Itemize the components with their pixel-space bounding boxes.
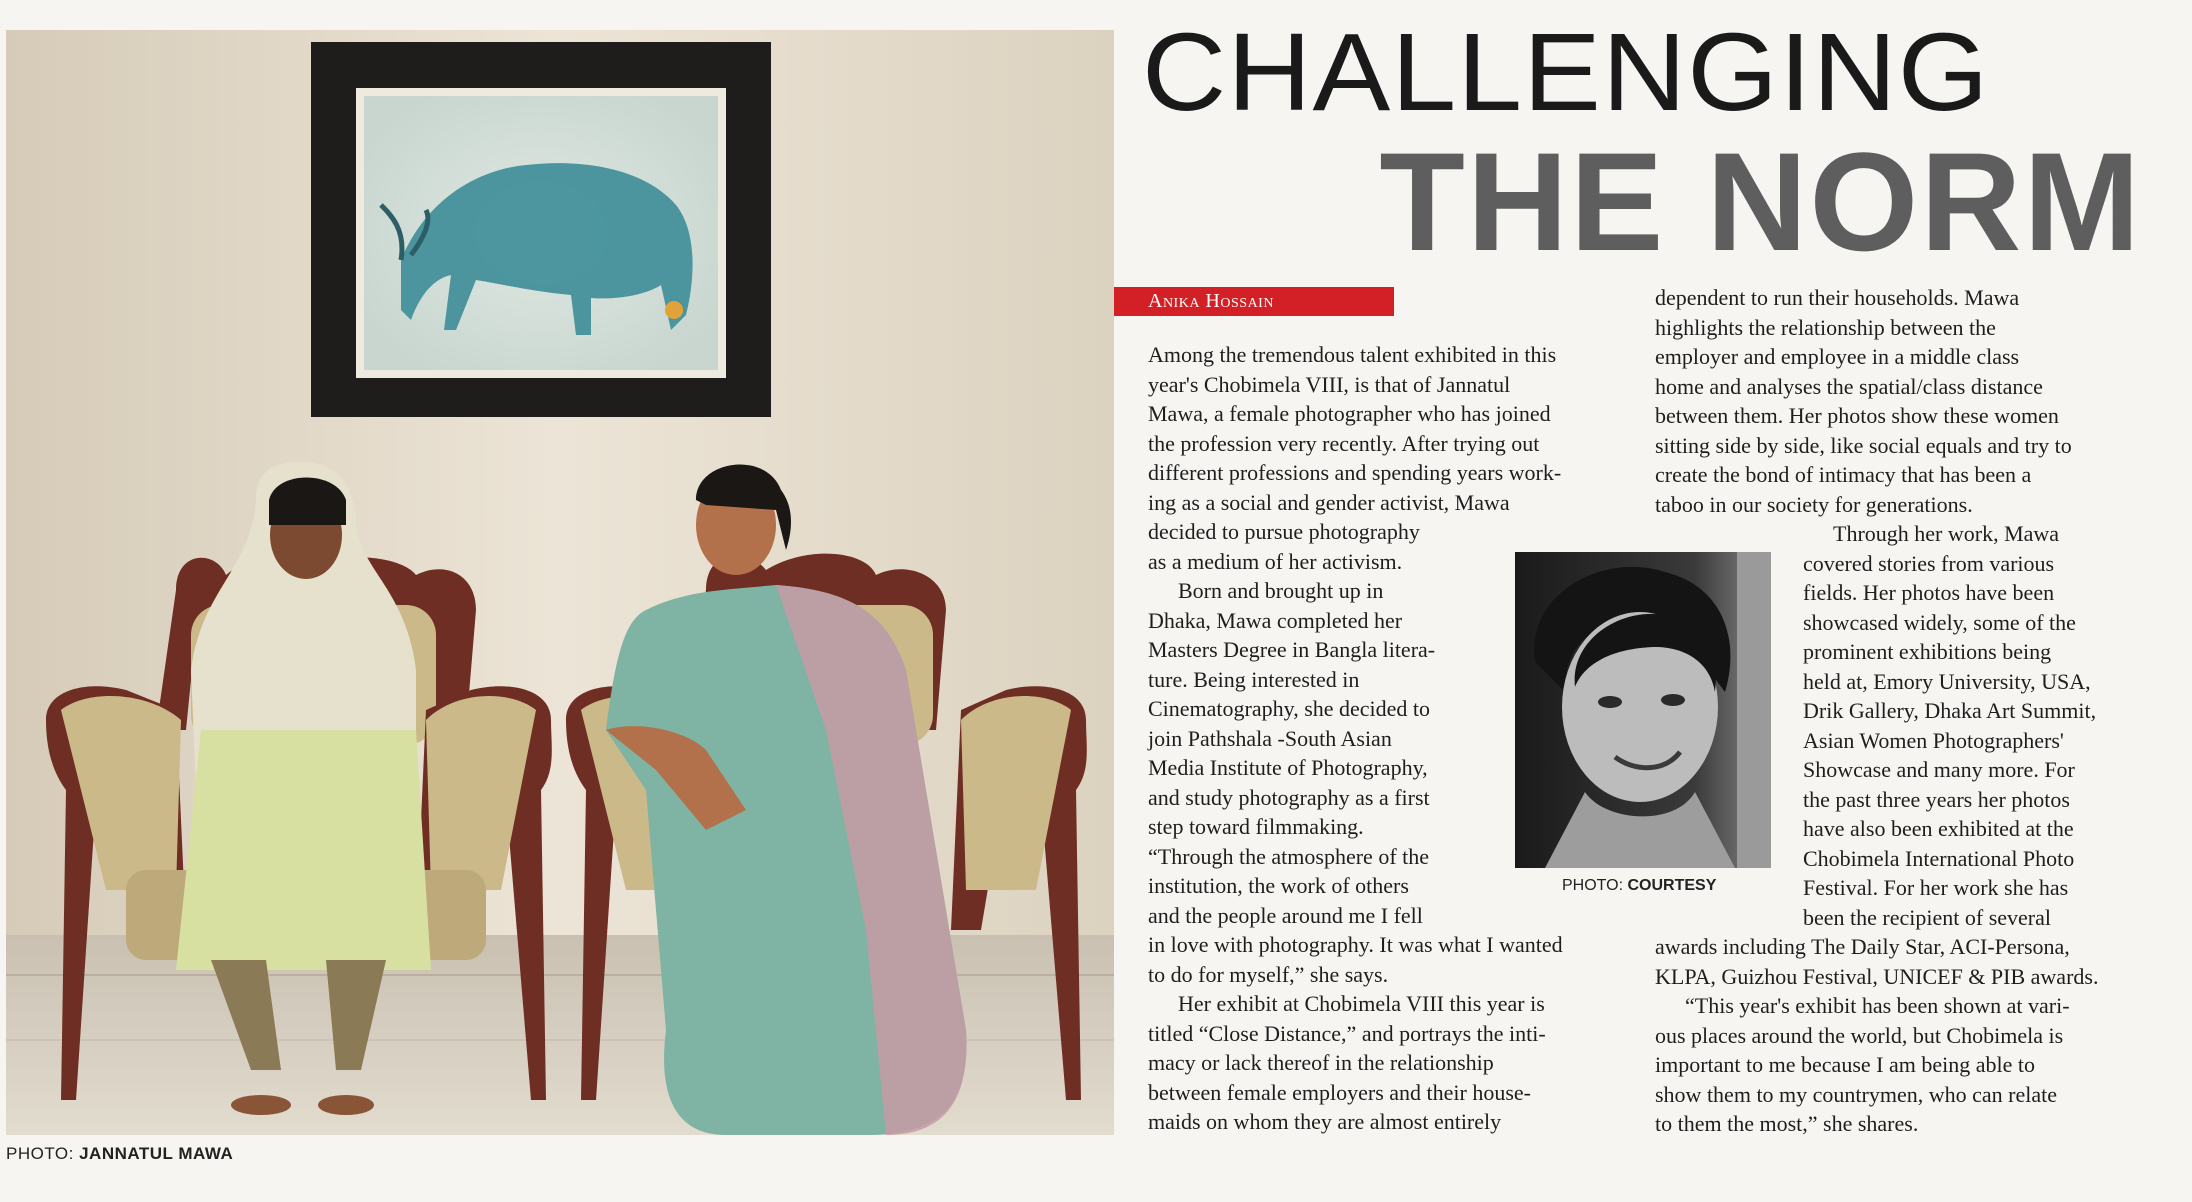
col2-paragraph-1	[1655, 283, 2133, 519]
headline-line-1: CHALLENGING	[1142, 11, 1990, 134]
article-column-2	[1655, 283, 2133, 1139]
text-line: the profession very recently. After trying out	[1148, 430, 1540, 456]
text-line: and the people around me I fell	[1148, 902, 1423, 928]
text-line: have also been exhibited at the	[1803, 816, 2074, 841]
text-line: decided to pursue photography	[1148, 519, 1420, 544]
text-line: Among the tremendous talent exhibited in this	[1148, 342, 1557, 367]
text-line: as a medium of her activism.	[1148, 548, 1403, 574]
text-line: Showcase and many more. For	[1803, 757, 2075, 782]
headline-line-2: THE NORM	[1379, 123, 2142, 280]
main-photo	[6, 30, 1114, 1135]
text-line: create the bond of intimacy that has been a	[1655, 462, 2032, 487]
text-line: show them to my countrymen, who can relate	[1655, 1081, 2058, 1107]
col1-paragraph-3	[1148, 989, 1626, 1137]
text-line: ous places around the world, but Chobimela is	[1655, 1022, 2064, 1048]
photo-credit-label: PHOTO:	[6, 1144, 80, 1163]
text-line: institution, the work of others	[1148, 873, 1409, 898]
portrait-credit-name: COURTESY	[1627, 877, 1717, 894]
text-line: different professions and spending years work-	[1148, 460, 1562, 485]
author-byline: Anika Hossain	[1114, 287, 1394, 316]
text-line: between them. Her photos show these women	[1655, 403, 2059, 428]
text-line: “Through the atmosphere of the	[1148, 843, 1430, 869]
text-line: ing as a social and gender activist, Mawa	[1148, 489, 1510, 515]
text-line: ture. Being interested in	[1148, 666, 1360, 692]
text-line: fields. Her photos have been	[1803, 580, 2055, 605]
text-line: highlights the relationship between the	[1655, 314, 1996, 340]
col2-paragraph-3	[1655, 991, 2133, 1139]
text-line: been the recipient of several	[1803, 904, 2051, 930]
text-line: employer and employee in a middle class	[1655, 344, 2020, 369]
text-line: join Pathshala -South Asian	[1148, 725, 1392, 751]
text-line: Drik Gallery, Dhaka Art Summit,	[1803, 698, 2097, 723]
text-line: important to me because I am being able to	[1655, 1052, 2035, 1077]
text-line: prominent exhibitions being	[1803, 639, 2052, 664]
text-line: Through her work, Mawa	[1833, 521, 2060, 546]
text-line: sitting side by side, like social equals and try to	[1655, 432, 2072, 458]
text-line: Dhaka, Mawa completed her	[1148, 607, 1403, 633]
text-line: showcased widely, some of the	[1803, 609, 2076, 635]
text-line: year's Chobimela VIII, is that of Jannatul	[1148, 371, 1511, 397]
main-photo-illustration	[6, 30, 1114, 1135]
text-line: to do for myself,” she says.	[1148, 961, 1389, 987]
text-line: KLPA, Guizhou Festival, UNICEF & PIB awards.	[1655, 963, 2099, 989]
text-line: held at, Emory University, USA,	[1803, 668, 2091, 694]
portrait-credit-label: PHOTO:	[1562, 877, 1628, 894]
text-line: Mawa, a female photographer who has joined	[1148, 401, 1551, 426]
text-line: macy or lack thereof in the relationship	[1148, 1050, 1494, 1075]
text-line: awards including The Daily Star, ACI-Persona,	[1655, 934, 2070, 959]
text-line: Festival. For her work she has	[1803, 875, 2069, 900]
text-line: titled “Close Distance,” and portrays the inti-	[1148, 1020, 1546, 1046]
text-line: Chobimela International Photo	[1803, 845, 2075, 871]
text-line: to them the most,” she shares.	[1655, 1111, 1919, 1136]
text-line: covered stories from various	[1803, 550, 2055, 576]
text-line: Cinematography, she decided to	[1148, 696, 1431, 721]
text-line: “This year's exhibit has been shown at vari-	[1685, 993, 2070, 1018]
text-line: Her exhibit at Chobimela VIII this year is	[1178, 991, 1545, 1016]
text-line: Born and brought up in	[1178, 578, 1384, 603]
text-line: maids on whom they are almost entirely	[1148, 1109, 1502, 1134]
text-line: taboo in our society for generations.	[1655, 491, 1973, 517]
text-line: and study photography as a first	[1148, 784, 1430, 810]
photo-credit-name: JANNATUL MAWA	[79, 1144, 234, 1163]
text-line: dependent to run their households. Mawa	[1655, 285, 2020, 310]
text-line: Masters Degree in Bangla litera-	[1148, 637, 1436, 662]
col1-paragraph-1	[1148, 340, 1626, 576]
text-line: the past three years her photos	[1803, 786, 2070, 812]
text-line: step toward filmmaking.	[1148, 814, 1364, 839]
photo-credit	[6, 1144, 233, 1164]
text-line: in love with photography. It was what I wanted	[1148, 932, 1563, 957]
text-line: Asian Women Photographers'	[1803, 727, 2064, 753]
text-line: home and analyses the spatial/class distance	[1655, 373, 2043, 399]
text-line: Media Institute of Photography,	[1148, 755, 1428, 780]
text-line: between female employers and their house-	[1148, 1079, 1532, 1105]
col2-paragraph-2	[1655, 519, 2133, 991]
